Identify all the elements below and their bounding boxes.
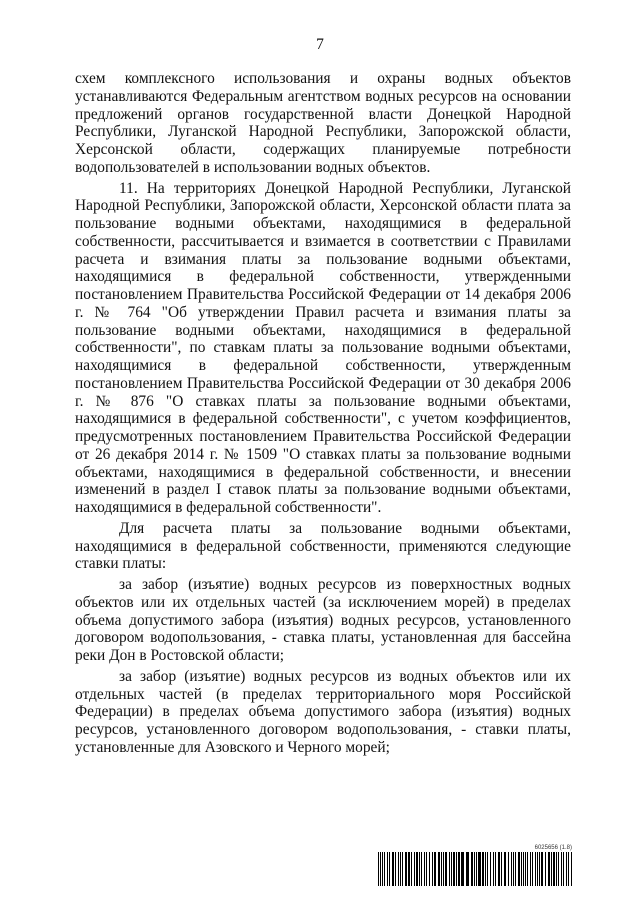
page-number: 7 [316,36,324,53]
paragraph-surface-water-rate: за забор (изъятие) водных ресурсов из поверхностных водных объектов или их отдельных частей (за исключением морей) в пределах объема допустимого забора (изъятия) водных ресурсов, установленного договором водопользования, - ставка платы, установленная для бассейна реки Дон в Ростовской области; [75,576,571,664]
barcode [378,852,572,886]
document-code: 6025656 (1.8) [534,845,572,851]
paragraph-rates-intro: Для расчета платы за пользование водными объектами, находящимися в федеральной собственности, применяются следующие ставки платы: [75,519,571,573]
paragraph-sea-water-rate: за забор (изъятие) водных ресурсов из водных объектов или их отдельных частей (в пределах территориального моря Российской Федерации) в пределах объема допустимого забора (изъятия) водных ресурсов, установленного договором водопользования, - ставки платы, установленные для Азовского и Черного морей; [75,667,571,756]
document-body [75,70,571,760]
paragraph-item-11: 11. На территориях Донецкой Народной Республики, Луганской Народной Республики, Запорожской области, Херсонской области плата за пользование водными объектами, находящимися в федеральной собственности, рассчитывается и взимается в соответствии с Правилами расчета и взимания платы за пользование водными объектами, находящимися в федеральной собственности, утвержденными постановлением Правительства Российской Федерации от 14 декабря 2006 г. № 764 "Об утверждении Правил расчета и взимания платы за пользование водными объектами, находящимися в федеральной собственности", по ставкам платы за пользование водными объектами, находящимися в федеральной собственности, утвержденным постановлением Правительства Российской Федерации от 30 декабря 2006 г. № 876 "О ставках платы за пользование водными объектами, находящимися в федеральной собственности", с учетом коэффициентов, предусмотренных постановлением Правительства Российской Федерации от 26 декабря 2014 г. № 1509 "О ставках платы за пользование водными объектами, находящимися в федеральной собственности, и внесении изменений в раздел I ставок платы за пользование водными объектами, находящимися в федеральной собственности". [75,179,571,516]
paragraph-continuation: схем комплексного использования и охраны водных объектов устанавливаются Федеральным агентством водных ресурсов на основании предложений органов государственной власти Донецкой Народной Республики, Луганской Народной Республики, Запорожской области, Херсонской области, содержащих планируемые потребности водопользователей в использовании водных объектов. [75,70,571,176]
